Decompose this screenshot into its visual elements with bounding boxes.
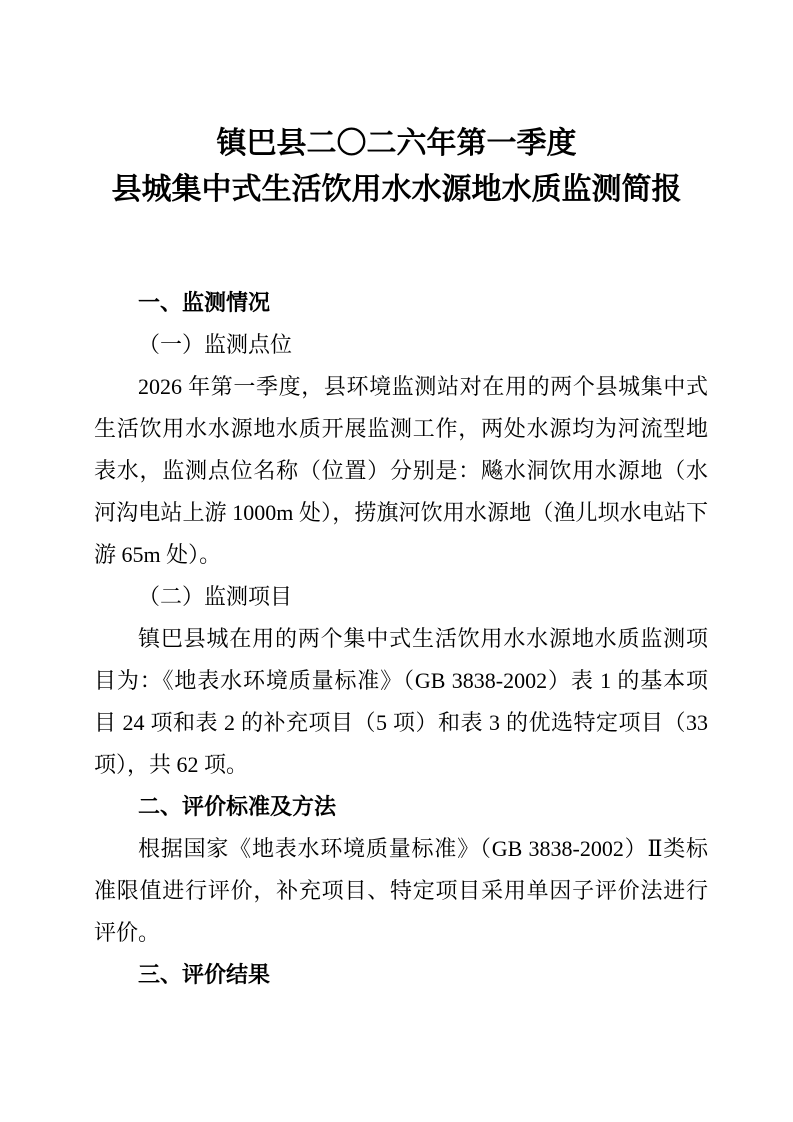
document-title-line2: 县城集中式生活饮用水水源地水质监测简报: [111, 173, 682, 206]
paragraph-monitoring-items: 镇巴县城在用的两个集中式生活饮用水水源地水质监测项目为：《地表水环境质量标准》（GB 3838-2002）表 1 的基本项目 24 项和表 2 的补充项目（5 项）和表 3 的优选特定项目（33 项），共 62 项。: [94, 626, 708, 777]
document-title: [0, 0, 793, 213]
subsection-heading-monitoring-sites: （一）监测点位: [138, 332, 293, 357]
paragraph-monitoring-sites: 2026 年第一季度，县环境监测站对在用的两个县城集中式生活饮用水水源地水质开展监测工作，两处水源均为河流型地表水，监测点位名称（位置）分别是：飚水洞饮用水源地（水河沟电站上游 1000m 处），捞旗河饮用水源地（渔儿坝水电站下游 65m 处）。: [94, 374, 708, 567]
document-body: [0, 282, 793, 996]
paragraph-evaluation-standards: 根据国家《地表水环境质量标准》（GB 3838-2002）Ⅱ类标准限值进行评价，补充项目、特定项目采用单因子评价法进行评价。: [94, 836, 708, 945]
section-heading-evaluation-standards: 二、评价标准及方法: [138, 794, 337, 819]
section-heading-monitoring-overview: 一、监测情况: [138, 290, 271, 315]
subsection-heading-monitoring-items: （二）监测项目: [138, 584, 293, 609]
document-title-line1: 镇巴县二〇二六年第一季度: [216, 127, 577, 160]
section-heading-evaluation-results: 三、评价结果: [138, 962, 271, 987]
